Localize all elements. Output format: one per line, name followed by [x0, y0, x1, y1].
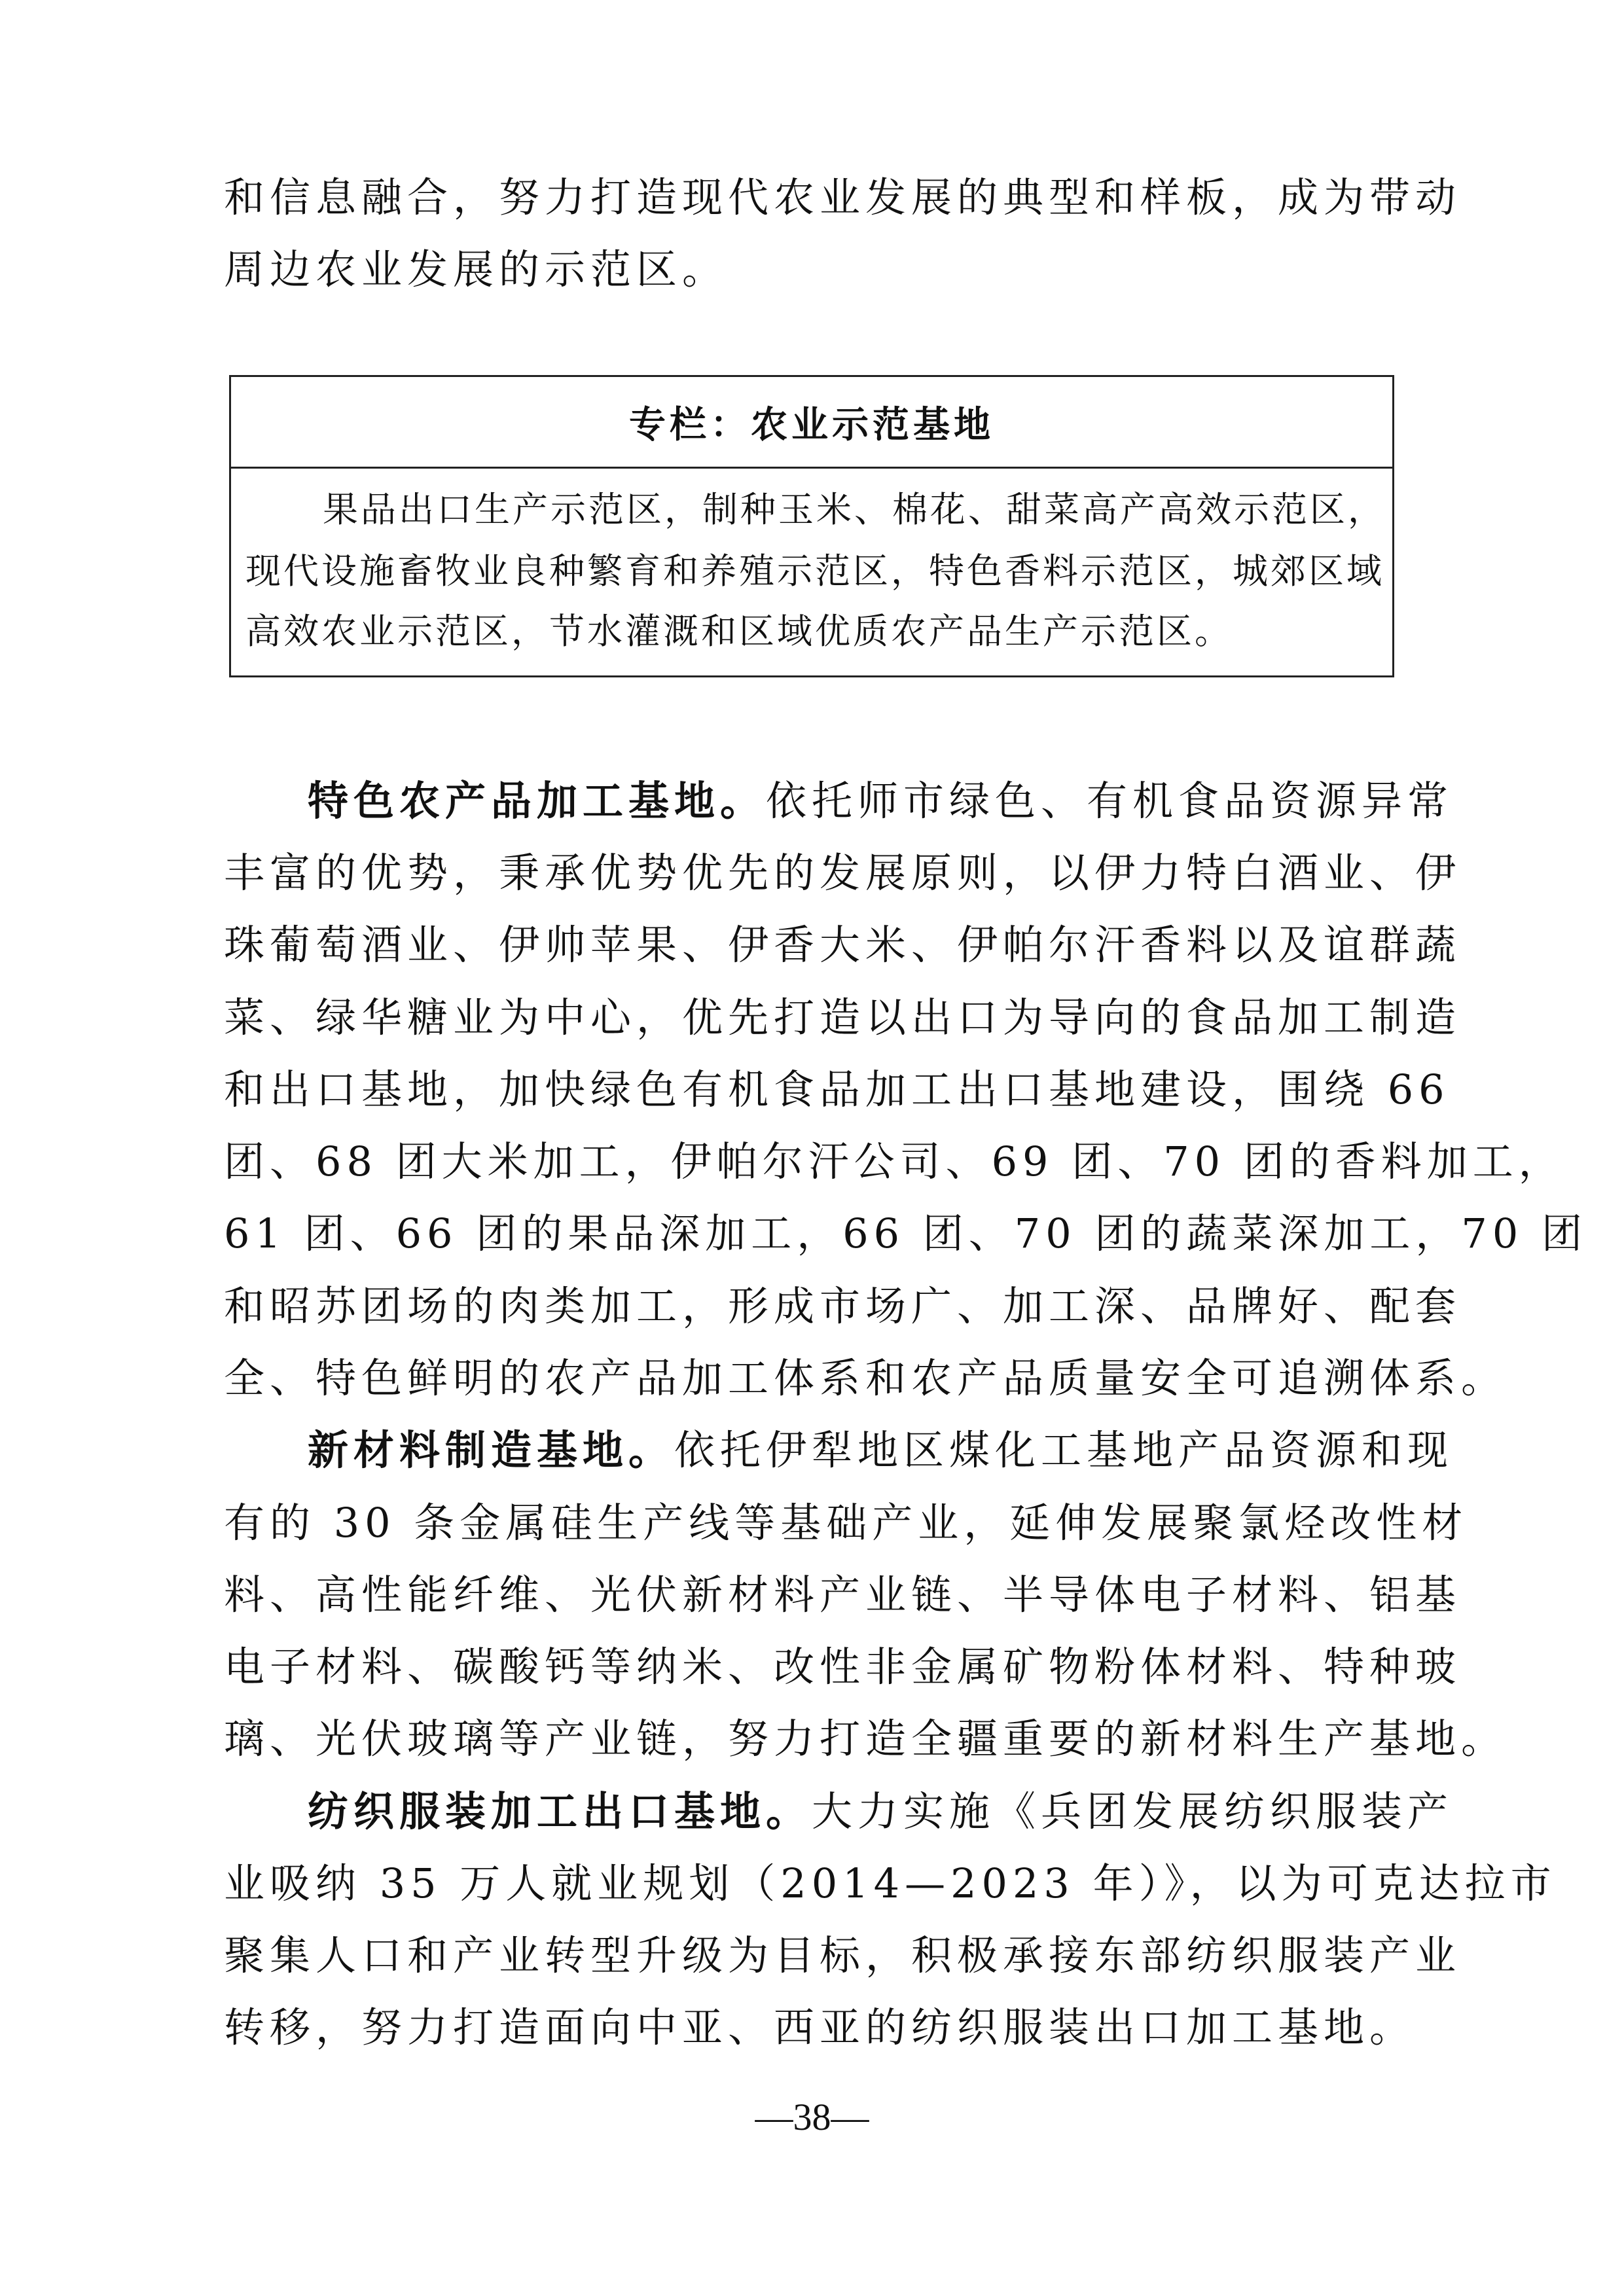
paragraph-line: 全、特色鲜明的农产品加工体系和农产品质量安全可追溯体系。	[224, 1354, 1507, 1402]
paragraph-line: 业吸纳 35 万人就业规划（2014—2023 年）》，以为可克达拉市	[224, 1859, 1557, 1907]
section-first-line	[308, 775, 1454, 827]
page-number: —38—	[755, 2096, 869, 2138]
paragraph-line: 转移，努力打造面向中亚、西亚的纺织服装出口加工基地。	[224, 2003, 1416, 2051]
paragraph-line: 料、高性能纤维、光伏新材料产业链、半导体电子材料、铝基	[224, 1571, 1462, 1619]
section-first-line	[308, 1785, 1454, 1838]
section-heading: 新材料制造基地。	[308, 1426, 675, 1474]
paragraph-line: 聚集人口和产业转型升级为目标，积极承接东部纺织服装产业	[224, 1931, 1462, 1979]
column-box-line: 高效农业示范区，节水灌溉和区域优质农产品生产示范区。	[245, 611, 1233, 652]
section-text: 依托师市绿色、有机食品资源异常	[766, 777, 1454, 825]
section-text: 大力实施《兵团发展纺织服装产	[812, 1787, 1454, 1835]
section-text: 依托伊犁地区煤化工基地产品资源和现	[674, 1426, 1454, 1474]
intro-line: 周边农业发展的示范区。	[224, 245, 729, 293]
paragraph-line: 和昭苏团场的肉类加工，形成市场广、加工深、品牌好、配套	[224, 1282, 1462, 1330]
paragraph-line: 和出口基地，加快绿色有机食品加工出口基地建设，围绕 66	[224, 1066, 1450, 1113]
paragraph-line: 珠葡萄酒业、伊帅苹果、伊香大米、伊帕尔汗香料以及谊群蔬	[224, 921, 1462, 969]
column-box-title: 专栏：农业示范基地	[231, 377, 1392, 469]
intro-line: 和信息融合，努力打造现代农业发展的典型和样板，成为带动	[224, 173, 1462, 221]
paragraph-line: 璃、光伏玻璃等产业链，努力打造全疆重要的新材料生产基地。	[224, 1715, 1507, 1763]
section-heading: 特色农产品加工基地。	[308, 777, 767, 825]
column-box	[229, 375, 1394, 677]
paragraph-line: 菜、绿华糖业为中心，优先打造以出口为导向的食品加工制造	[224, 994, 1462, 1041]
column-box-line: 果品出口生产示范区，制种玉米、棉花、甜菜高产高效示范区，	[323, 489, 1386, 530]
paragraph-line: 有的 30 条金属硅生产线等基础产业，延伸发展聚氯烃改性材	[224, 1499, 1468, 1547]
section-heading: 纺织服装加工出口基地。	[308, 1787, 812, 1835]
paragraph-line: 丰富的优势，秉承优势优先的发展原则，以伊力特白酒业、伊	[224, 849, 1462, 897]
paragraph-line: 61 团、66 团的果品深加工，66 团、70 团的蔬菜深加工，70 团	[224, 1210, 1588, 1257]
paragraph-line: 团、68 团大米加工，伊帕尔汗公司、69 团、70 团的香料加工，	[224, 1138, 1564, 1185]
paragraph-line: 电子材料、碳酸钙等纳米、改性非金属矿物粉体材料、特种玻	[224, 1643, 1462, 1691]
column-box-line: 现代设施畜牧业良种繁育和养殖示范区，特色香料示范区，城郊区域	[245, 550, 1384, 592]
section-first-line	[308, 1424, 1454, 1477]
